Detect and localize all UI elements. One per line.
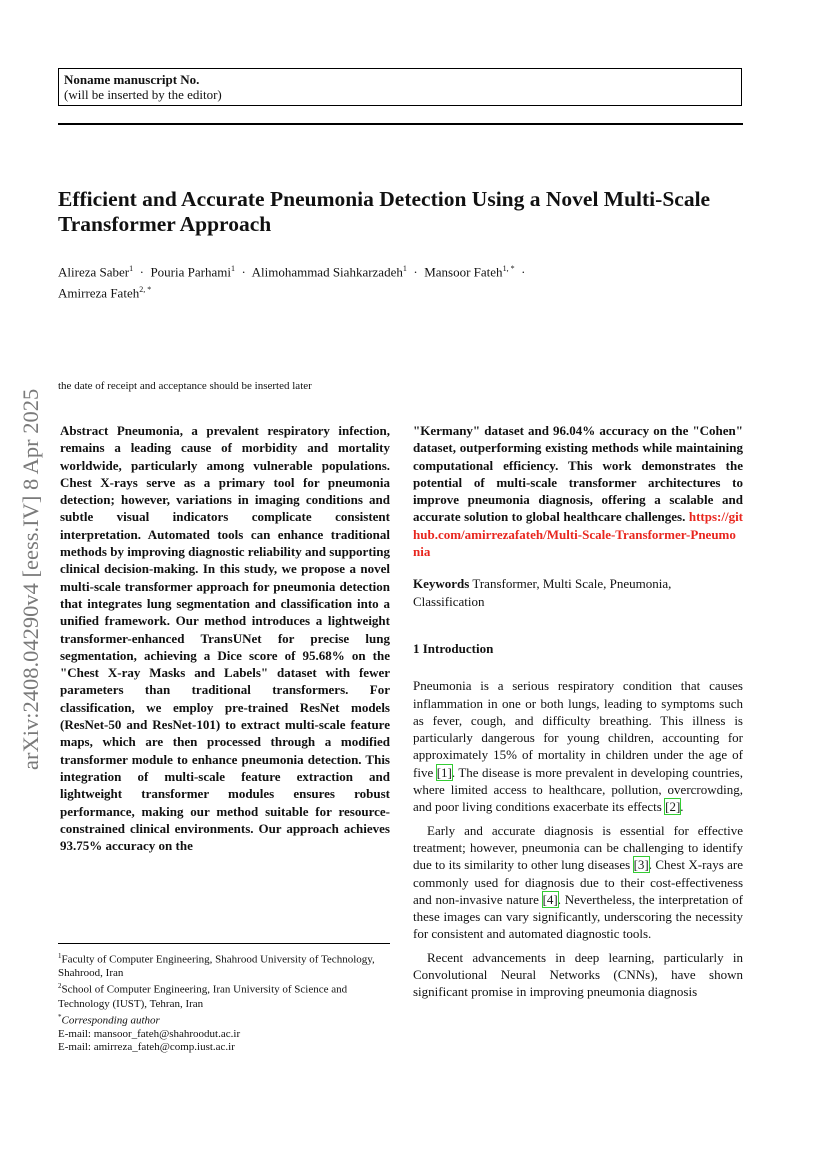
footnote-text: Faculty of Computer Engineering, Shahrood University of Technology, Shahrood, Iran xyxy=(58,953,375,980)
author: Alimohammad Siahkarzadeh xyxy=(251,264,403,280)
citation-link[interactable]: [3] xyxy=(633,857,649,873)
paragraph: Recent advancements in deep learning, particularly in Convolutional Neural Networks (CNNs), have shown significant promise in improving pneumonia diagnosis xyxy=(413,949,743,1000)
author-affiliation: 1 xyxy=(230,264,235,273)
footnote-corresponding xyxy=(58,1011,390,1028)
footnote-affiliation-1 xyxy=(58,950,390,980)
abstract-text-continued: "Kermany" dataset and 96.04% accuracy on the "Cohen" dataset, outperforming existing methods while maintaining computational efficiency. This work demonstrates the potential of multi-scale transformer architectures to improve pneumonia diagnosis, offering a scalable and accurate solution to global healthcare challenges. xyxy=(413,423,743,525)
text: . xyxy=(680,799,684,815)
footnote-mark: 1 xyxy=(58,952,62,960)
paragraph xyxy=(413,822,743,943)
editor-note: (will be inserted by the editor) xyxy=(64,87,222,102)
email-2: E-mail: amirreza_fateh@comp.iust.ac.ir xyxy=(58,1041,235,1054)
footnote-rule xyxy=(58,943,390,944)
author-list: Alireza Saber$^1$ · Pouria Parhami$^1$ · Alimohammad Siahkarzadeh$^1$ · Mansoor Fateh$^{1, *}$ · Amirreza Fateh$^{2, *}$ xyxy=(58,264,529,301)
keywords xyxy=(413,575,743,610)
footnote-text: Corresponding author xyxy=(61,1014,160,1027)
footnote-mark: * xyxy=(58,1012,62,1021)
footnote-mark: 2 xyxy=(58,982,62,991)
citation-link[interactable]: [2] xyxy=(665,799,681,815)
text: . The disease is more prevalent in developing countries, where limited access to healthcare, pollution, overcrowding, and poor living conditions exacerbate its effects xyxy=(413,764,743,815)
manuscript-number: Noname manuscript No. xyxy=(64,72,200,87)
text: . Nevertheless, the interpretation of these images can vary significantly, underscoring the necessity for consistent and automated diagnostic tools. xyxy=(413,891,743,942)
header-rule xyxy=(58,123,743,125)
github-link[interactable]: https://github.com/amirrezafateh/Multi-Scale-Transformer-Pneumonia xyxy=(413,509,744,560)
footnotes xyxy=(58,943,390,1055)
section-heading: 1 Introduction xyxy=(413,640,494,656)
left-column xyxy=(60,422,390,854)
text: . Chest X-rays are commonly used for diagnosis due to their cost-effectiveness and non-invasive nature xyxy=(413,857,743,907)
footnote-text: School of Computer Engineering, Iran University of Science and Technology (IUST), Tehran, Iran xyxy=(58,984,348,1010)
abstract xyxy=(60,422,390,854)
received-note: the date of receipt and acceptance should be inserted later xyxy=(58,380,312,392)
author: Alireza Saber xyxy=(58,264,130,280)
right-column xyxy=(413,422,743,1001)
abstract-text: Pneumonia, a prevalent respiratory infection, remains a leading cause of morbidity and mortality worldwide, particularly among vulnerable populations. Chest X-rays serve as a primary tool for pneumonia detection; however, variations in imaging conditions and subtle visual indicators complicate consistent interpretation. Automated tools can enhance traditional methods by improving diagnostic reliability and supporting clinical decision-making. In this study, we propose a novel multi-scale transformer approach for pneumonia detection that integrates lung segmentation and classification into a unified framework. Our method introduces a lightweight transformer-enhanced TransUNet for precise lung segmentation, achieving a Dice score of 95.68% on the "Chest X-ray Masks and Labels" dataset with fewer parameters than traditional transformers. For classification, we employ pre-trained ResNet models (ResNet-50 and ResNet-101) to extract multi-scale feature maps, which are then processed through a modified transformer module to enhance pneumonia detection. This integration of multi-scale feature extraction and lightweight transformer modules ensures robust performance, making our method suitable for resource-constrained clinical environments. Our approach achieves 93.75% accuracy on the xyxy=(60,423,390,854)
keywords-label: Keywords xyxy=(413,576,470,592)
author-affiliation: 1 xyxy=(402,264,407,273)
email-1: E-mail: mansoor_fateh@shahroodut.ac.ir xyxy=(58,1028,241,1040)
author-affiliation: 1 xyxy=(129,264,134,273)
text: Early and accurate diagnosis is essential for effective treatment; however, pneumonia can be challenging to identify due to its similarity to other lung diseases xyxy=(413,822,743,873)
abstract-continued xyxy=(413,422,743,560)
manuscript-header-box xyxy=(58,68,742,106)
footnote-affiliation-2 xyxy=(58,980,390,1010)
paper-title: Efficient and Accurate Pneumonia Detection Using a Novel Multi-Scale Transformer Approach xyxy=(58,187,711,236)
author-affiliation: 2, * xyxy=(139,285,152,295)
author: Amirreza Fateh xyxy=(58,285,140,301)
author-affiliation: 1, * xyxy=(502,264,515,273)
citation-link[interactable]: [1] xyxy=(436,764,452,780)
author: Pouria Parhami xyxy=(150,264,231,280)
author: Mansoor Fateh xyxy=(424,264,503,280)
text: Pneumonia is a serious respiratory condition that causes inflammation in one or both lungs, leading to symptoms such as fever, cough, and difficulty breathing. This illness is particularly dangerous for young children, accounting for approximately 15% of mortality in children under the age of five xyxy=(413,678,743,780)
paragraph xyxy=(413,677,743,815)
citation-link[interactable]: [4] xyxy=(542,891,558,907)
keywords-text: Transformer, Multi Scale, Pneumonia, Classification xyxy=(413,576,672,609)
abstract-label: Abstract xyxy=(60,423,109,438)
arxiv-identifier: arXiv:2408.04290v4 [eess.IV] 8 Apr 2025 xyxy=(18,388,43,770)
